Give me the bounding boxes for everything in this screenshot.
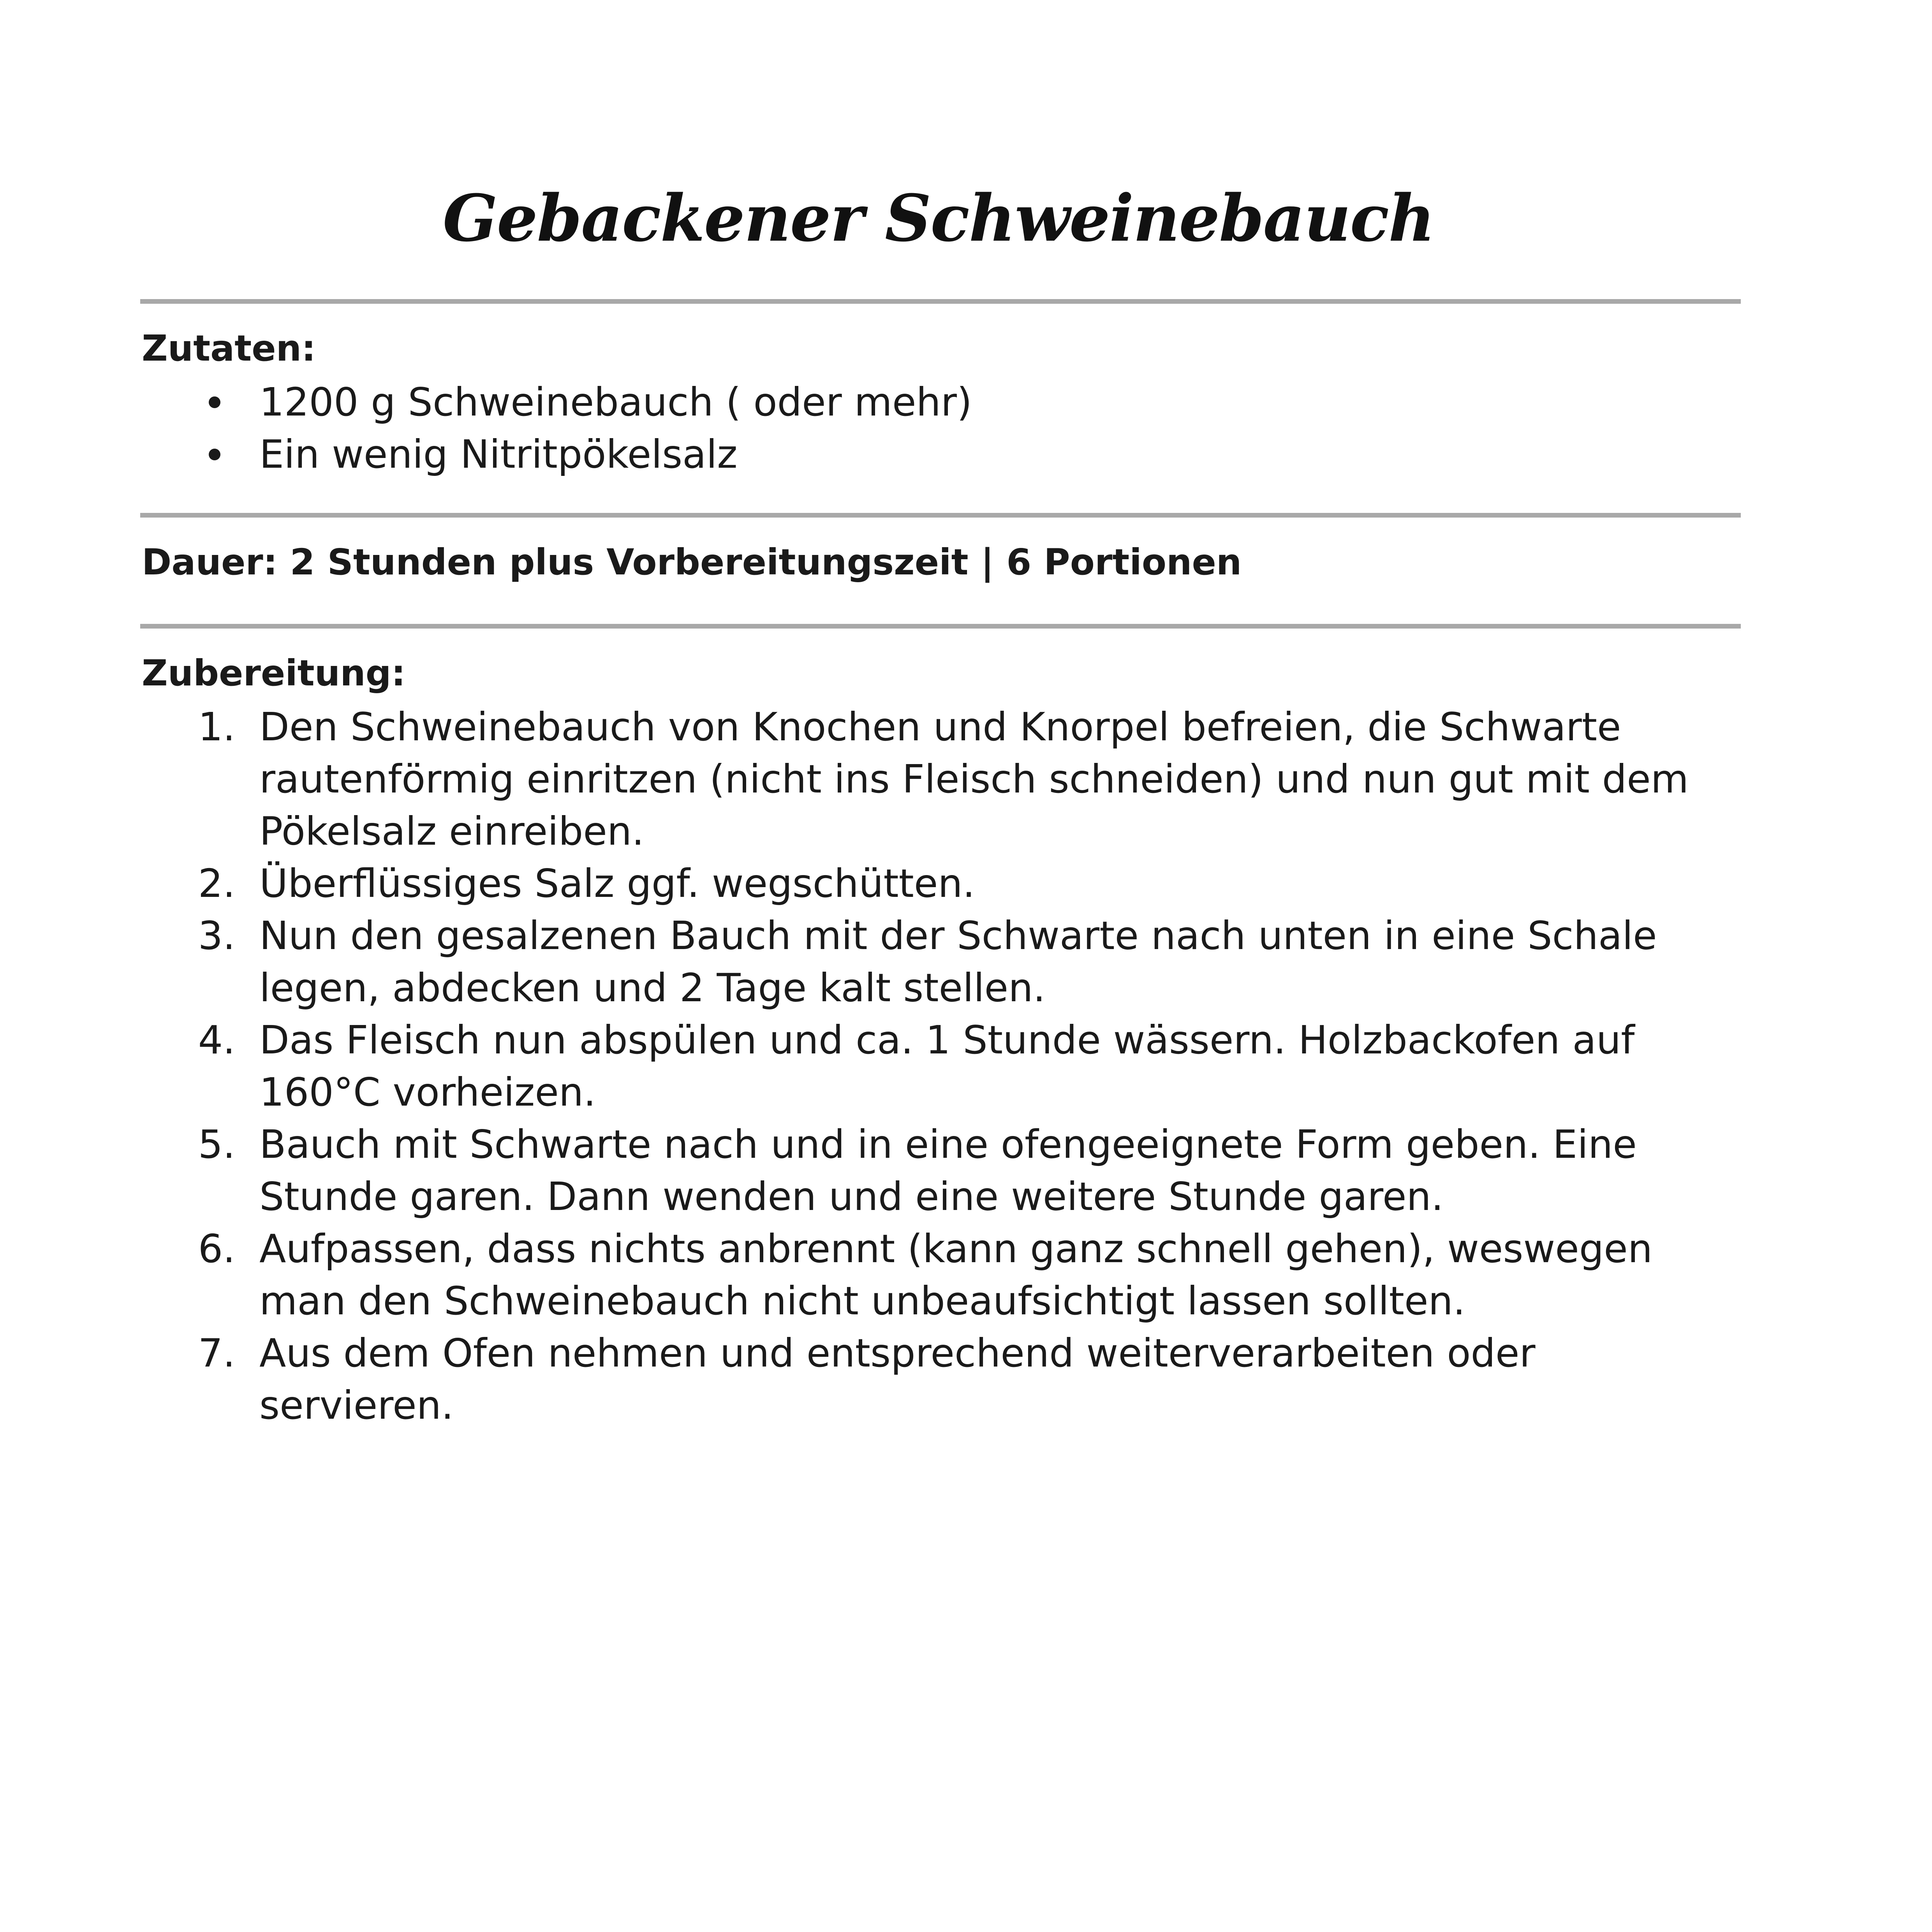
list-item bbox=[142, 858, 1738, 910]
divider-middle bbox=[140, 513, 1741, 518]
step-number: 4. bbox=[198, 1017, 235, 1063]
step-number: 7. bbox=[198, 1330, 235, 1376]
duration-info: Dauer: 2 Stunden plus Vorbereitungszeit | 6 Portionen bbox=[142, 541, 1242, 583]
ingredient-text: 1200 g Schweinebauch ( oder mehr) bbox=[259, 379, 972, 425]
step-text: Überflüssiges Salz ggf. wegschütten. bbox=[259, 861, 975, 906]
step-text: Aufpassen, dass nichts anbrennt (kann ganz schnell gehen), weswegen man den Schweinebauch nicht unbeaufsichtigt lassen sollten. bbox=[259, 1226, 1653, 1324]
list-item bbox=[142, 1223, 1738, 1327]
list-item bbox=[142, 1118, 1738, 1223]
step-text: Den Schweinebauch von Knochen und Knorpel befreien, die Schwarte rautenförmig einritzen (nicht ins Fleisch schneiden) und nun gut mit dem Pökelsalz einreiben. bbox=[259, 704, 1689, 854]
step-text: Das Fleisch nun abspülen und ca. 1 Stunde wässern. Holzbackofen auf 160°C vorheizen. bbox=[259, 1017, 1635, 1115]
step-number: 3. bbox=[198, 913, 235, 958]
ingredients-list bbox=[142, 376, 1738, 481]
step-number: 6. bbox=[198, 1226, 235, 1272]
step-text: Aus dem Ofen nehmen und entsprechend weiterverarbeiten oder servieren. bbox=[259, 1330, 1536, 1428]
list-item bbox=[142, 428, 1738, 481]
list-item bbox=[142, 910, 1738, 1014]
page-title: Gebackener Schweinebauch bbox=[442, 180, 1435, 256]
bullet-icon bbox=[209, 396, 220, 408]
step-number: 1. bbox=[198, 704, 235, 750]
preparation-heading: Zubereitung: bbox=[142, 652, 406, 694]
list-item bbox=[142, 1327, 1738, 1432]
divider-bottom bbox=[140, 624, 1741, 629]
list-item bbox=[142, 701, 1738, 858]
ingredients-heading: Zutaten: bbox=[142, 328, 316, 369]
preparation-steps bbox=[142, 701, 1738, 1432]
divider-top bbox=[140, 299, 1741, 304]
step-number: 5. bbox=[198, 1122, 235, 1167]
step-text: Bauch mit Schwarte nach und in eine ofengeeignete Form geben. Eine Stunde garen. Dann wenden und eine weitere Stunde garen. bbox=[259, 1122, 1637, 1219]
step-text: Nun den gesalzenen Bauch mit der Schwarte nach unten in eine Schale legen, abdecken und 2 Tage kalt stellen. bbox=[259, 913, 1657, 1011]
step-number: 2. bbox=[198, 861, 235, 906]
ingredient-text: Ein wenig Nitritpökelsalz bbox=[259, 431, 738, 477]
list-item bbox=[142, 376, 1738, 428]
list-item bbox=[142, 1014, 1738, 1118]
bullet-icon bbox=[209, 449, 220, 460]
